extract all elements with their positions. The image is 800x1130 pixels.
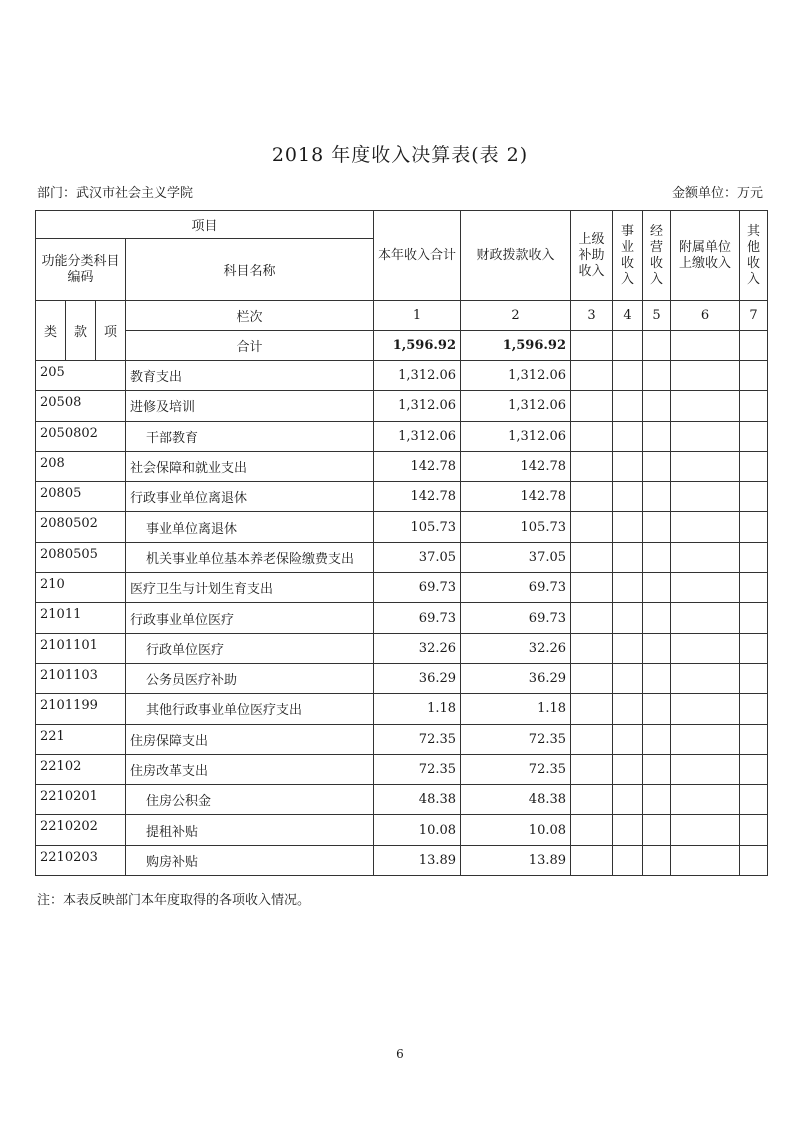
- row-subject-name: 机关事业单位基本养老保险缴费支出: [126, 542, 374, 572]
- empty-cell: [571, 512, 613, 542]
- row-subject-name: 住房保障支出: [126, 724, 374, 754]
- empty-cell: [740, 451, 768, 481]
- table-row: [36, 785, 768, 815]
- empty-cell: [571, 603, 613, 633]
- empty-cell: [571, 573, 613, 603]
- empty-cell: [643, 815, 671, 845]
- row-fiscal: 10.08: [461, 815, 571, 845]
- row-fiscal: 1,312.06: [461, 421, 571, 451]
- empty-cell: [740, 573, 768, 603]
- row-total-income: 36.29: [374, 663, 461, 693]
- header-other: 其他收入: [740, 211, 768, 301]
- row-subject-name: 提租补贴: [126, 815, 374, 845]
- row-subject-name: 医疗卫生与计划生育支出: [126, 573, 374, 603]
- empty-cell: [613, 482, 643, 512]
- empty-cell: [613, 663, 643, 693]
- row-code: 2210203: [36, 845, 126, 875]
- empty-cell: [643, 391, 671, 421]
- header-fiscal: 财政拨款收入: [461, 211, 571, 301]
- empty-cell: [740, 845, 768, 875]
- row-subject-name: 住房改革支出: [126, 754, 374, 784]
- empty-cell: [643, 451, 671, 481]
- empty-cell: [671, 724, 740, 754]
- row-subject-name: 其他行政事业单位医疗支出: [126, 694, 374, 724]
- empty-cell: [671, 512, 740, 542]
- row-subject-name: 住房公积金: [126, 785, 374, 815]
- empty-cell: [740, 542, 768, 572]
- empty-cell: [671, 391, 740, 421]
- empty-cell: [613, 391, 643, 421]
- empty-cell: [643, 603, 671, 633]
- empty-cell: [643, 633, 671, 663]
- row-total-income: 1.18: [374, 694, 461, 724]
- row-total-income: 37.05: [374, 542, 461, 572]
- empty-cell: [671, 361, 740, 391]
- empty-cell: [571, 785, 613, 815]
- header-operating: 经营收入: [643, 211, 671, 301]
- empty-cell: [740, 663, 768, 693]
- empty-cell: [613, 785, 643, 815]
- empty-cell: [643, 663, 671, 693]
- header-subject-name: 科目名称: [126, 239, 374, 301]
- table-row: [36, 391, 768, 421]
- empty-cell: [671, 694, 740, 724]
- row-subject-name: 行政事业单位医疗: [126, 603, 374, 633]
- row-fiscal: 105.73: [461, 512, 571, 542]
- empty-cell: [571, 542, 613, 572]
- empty-cell: [613, 421, 643, 451]
- table-row: [36, 451, 768, 481]
- row-code: 221: [36, 724, 126, 754]
- empty-cell: [613, 603, 643, 633]
- empty-cell: [613, 451, 643, 481]
- table-row: [36, 663, 768, 693]
- row-total-income: 69.73: [374, 603, 461, 633]
- row-subject-name: 行政事业单位离退休: [126, 482, 374, 512]
- empty-cell: [571, 754, 613, 784]
- empty-cell: [613, 845, 643, 875]
- empty-cell: [671, 331, 740, 361]
- row-total-income: 105.73: [374, 512, 461, 542]
- col-num: 5: [643, 301, 671, 331]
- empty-cell: [571, 694, 613, 724]
- empty-cell: [571, 391, 613, 421]
- empty-cell: [643, 845, 671, 875]
- empty-cell: [571, 724, 613, 754]
- empty-cell: [740, 785, 768, 815]
- row-fiscal: 37.05: [461, 542, 571, 572]
- row-code: 2101101: [36, 633, 126, 663]
- empty-cell: [671, 845, 740, 875]
- empty-cell: [643, 421, 671, 451]
- empty-cell: [613, 331, 643, 361]
- empty-cell: [613, 573, 643, 603]
- row-total-income: 1,312.06: [374, 421, 461, 451]
- empty-cell: [643, 754, 671, 784]
- table-row: [36, 542, 768, 572]
- empty-cell: [643, 542, 671, 572]
- row-code: 2101199: [36, 694, 126, 724]
- unit-label: 金额单位：万元: [671, 186, 763, 201]
- header-affiliated: 附属单位上缴收入: [671, 211, 740, 301]
- empty-cell: [571, 845, 613, 875]
- empty-cell: [671, 663, 740, 693]
- header-total-income: 本年收入合计: [374, 211, 461, 301]
- row-code: 2080502: [36, 512, 126, 542]
- col-num: 6: [671, 301, 740, 331]
- empty-cell: [571, 451, 613, 481]
- empty-cell: [613, 754, 643, 784]
- header-sub: 项: [96, 301, 126, 361]
- empty-cell: [671, 785, 740, 815]
- page-number: 6: [396, 1047, 404, 1061]
- table-row: [36, 633, 768, 663]
- row-code: 2050802: [36, 421, 126, 451]
- empty-cell: [643, 573, 671, 603]
- row-fiscal: 142.78: [461, 482, 571, 512]
- empty-cell: [571, 633, 613, 663]
- row-subject-name: 购房补贴: [126, 845, 374, 875]
- empty-cell: [613, 694, 643, 724]
- total-fiscal-value: 1,596.92: [461, 331, 571, 361]
- col-num: 1: [374, 301, 461, 331]
- table-row: [36, 421, 768, 451]
- total-label: 合计: [126, 331, 374, 361]
- row-code: 2210201: [36, 785, 126, 815]
- row-code: 20508: [36, 391, 126, 421]
- empty-cell: [643, 482, 671, 512]
- empty-cell: [671, 603, 740, 633]
- header-project: 项目: [36, 211, 374, 239]
- table-row: [36, 845, 768, 875]
- row-fiscal: 48.38: [461, 785, 571, 815]
- row-total-income: 48.38: [374, 785, 461, 815]
- table-row: [36, 754, 768, 784]
- row-fiscal: 36.29: [461, 663, 571, 693]
- col-num: 4: [613, 301, 643, 331]
- footnote: 注：本表反映部门本年度取得的各项收入情况。: [37, 893, 311, 908]
- row-code: 22102: [36, 754, 126, 784]
- total-income-value: 1,596.92: [374, 331, 461, 361]
- row-subject-name: 干部教育: [126, 421, 374, 451]
- row-subject-name: 进修及培训: [126, 391, 374, 421]
- row-subject-name: 公务员医疗补助: [126, 663, 374, 693]
- row-total-income: 72.35: [374, 724, 461, 754]
- empty-cell: [571, 482, 613, 512]
- empty-cell: [671, 451, 740, 481]
- empty-cell: [671, 573, 740, 603]
- header-business: 事业收入: [613, 211, 643, 301]
- empty-cell: [740, 421, 768, 451]
- row-subject-name: 事业单位离退休: [126, 512, 374, 542]
- department-label: 部门：武汉市社会主义学院: [37, 186, 194, 201]
- row-code: 208: [36, 451, 126, 481]
- empty-cell: [740, 361, 768, 391]
- row-total-income: 10.08: [374, 815, 461, 845]
- row-subject-name: 教育支出: [126, 361, 374, 391]
- empty-cell: [740, 331, 768, 361]
- table-row: [36, 694, 768, 724]
- row-fiscal: 1,312.06: [461, 391, 571, 421]
- row-total-income: 1,312.06: [374, 361, 461, 391]
- table-row: [36, 512, 768, 542]
- empty-cell: [671, 754, 740, 784]
- empty-cell: [571, 361, 613, 391]
- header-func-code: 功能分类科目编码: [36, 239, 126, 301]
- empty-cell: [740, 815, 768, 845]
- empty-cell: [643, 694, 671, 724]
- empty-cell: [671, 482, 740, 512]
- empty-cell: [740, 482, 768, 512]
- row-total-income: 69.73: [374, 573, 461, 603]
- empty-cell: [613, 633, 643, 663]
- row-total-income: 142.78: [374, 482, 461, 512]
- empty-cell: [643, 331, 671, 361]
- empty-cell: [613, 512, 643, 542]
- empty-cell: [671, 542, 740, 572]
- header-cat: 类: [36, 301, 66, 361]
- row-code: 210: [36, 573, 126, 603]
- row-total-income: 72.35: [374, 754, 461, 784]
- empty-cell: [571, 663, 613, 693]
- empty-cell: [643, 512, 671, 542]
- row-fiscal: 13.89: [461, 845, 571, 875]
- row-fiscal: 142.78: [461, 451, 571, 481]
- header-superior-subsidy: 上级补助收入: [571, 211, 613, 301]
- empty-cell: [613, 542, 643, 572]
- empty-cell: [740, 724, 768, 754]
- empty-cell: [671, 633, 740, 663]
- empty-cell: [571, 421, 613, 451]
- empty-cell: [671, 421, 740, 451]
- table-row: [36, 573, 768, 603]
- row-code: 2101103: [36, 663, 126, 693]
- row-total-income: 13.89: [374, 845, 461, 875]
- table-row: [36, 482, 768, 512]
- col-num: 3: [571, 301, 613, 331]
- row-total-income: 142.78: [374, 451, 461, 481]
- col-num: 7: [740, 301, 768, 331]
- row-total-income: 1,312.06: [374, 391, 461, 421]
- row-subject-name: 行政单位医疗: [126, 633, 374, 663]
- row-fiscal: 1,312.06: [461, 361, 571, 391]
- row-fiscal: 32.26: [461, 633, 571, 663]
- empty-cell: [671, 815, 740, 845]
- row-total-income: 32.26: [374, 633, 461, 663]
- row-fiscal: 69.73: [461, 573, 571, 603]
- empty-cell: [740, 694, 768, 724]
- row-fiscal: 69.73: [461, 603, 571, 633]
- row-code: 2210202: [36, 815, 126, 845]
- empty-cell: [740, 603, 768, 633]
- col-num: 2: [461, 301, 571, 331]
- empty-cell: [643, 785, 671, 815]
- empty-cell: [740, 754, 768, 784]
- empty-cell: [643, 724, 671, 754]
- empty-cell: [643, 361, 671, 391]
- row-code: 2080505: [36, 542, 126, 572]
- total-row: [36, 331, 768, 361]
- empty-cell: [613, 724, 643, 754]
- header-column-order: 栏次: [126, 301, 374, 331]
- row-code: 205: [36, 361, 126, 391]
- empty-cell: [571, 331, 613, 361]
- page-title: 2018 年度收入决算表(表 2): [271, 144, 529, 166]
- empty-cell: [740, 391, 768, 421]
- income-table: [35, 210, 768, 876]
- empty-cell: [571, 815, 613, 845]
- header-item: 款: [66, 301, 96, 361]
- row-subject-name: 社会保障和就业支出: [126, 451, 374, 481]
- row-fiscal: 1.18: [461, 694, 571, 724]
- table-row: [36, 603, 768, 633]
- table-row: [36, 361, 768, 391]
- row-code: 20805: [36, 482, 126, 512]
- row-code: 21011: [36, 603, 126, 633]
- empty-cell: [740, 512, 768, 542]
- empty-cell: [613, 361, 643, 391]
- empty-cell: [613, 815, 643, 845]
- table-row: [36, 815, 768, 845]
- row-fiscal: 72.35: [461, 724, 571, 754]
- empty-cell: [740, 633, 768, 663]
- row-fiscal: 72.35: [461, 754, 571, 784]
- table-row: [36, 724, 768, 754]
